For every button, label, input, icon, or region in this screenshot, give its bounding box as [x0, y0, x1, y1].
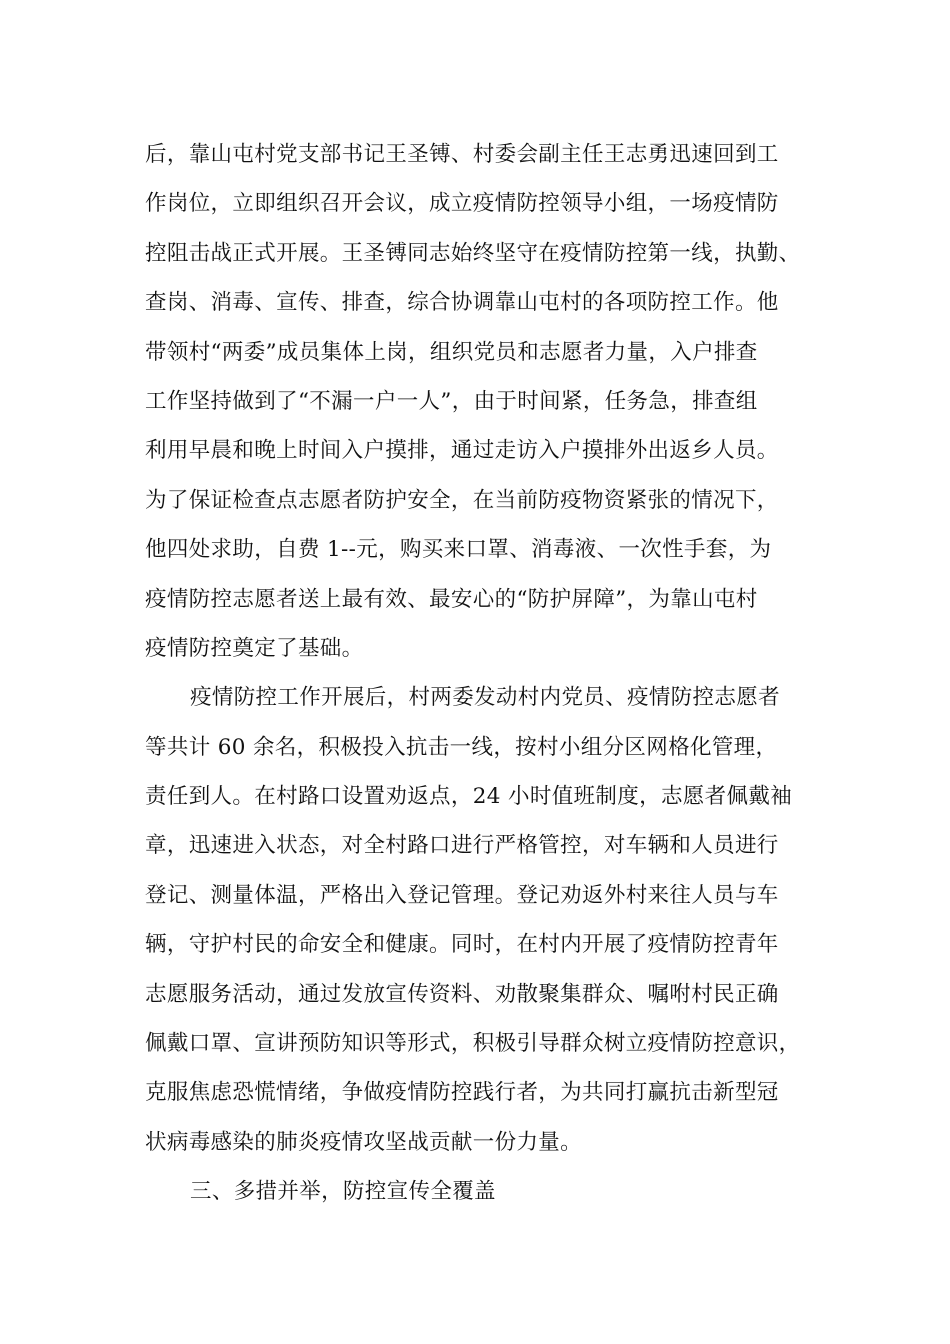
text-line: 带领村“两委”成员集体上岗，组织党员和志愿者力量，入户排查	[145, 339, 758, 365]
text-line: 为了保证检查点志愿者防护安全，在当前防疫物资紧张的情况下，	[145, 487, 779, 513]
text-line: 疫情防控奠定了基础。	[145, 635, 364, 661]
text-line: 责任到人。在村路口设置劝返点，24 小时值班制度，志愿者佩戴袖	[145, 784, 793, 810]
text-line: 状病毒感染的肺炎疫情攻坚战贡献一份力量。	[145, 1129, 583, 1155]
paragraph-1	[145, 130, 825, 673]
text-line: 等共计 60 余名，积极投入抗击一线，按村小组分区网格化管理，	[145, 734, 778, 760]
text-line: 辆，守护村民的命安全和健康。同时，在村内开展了疫情防控青年	[145, 932, 779, 958]
text-line: 工作坚持做到了“不漏一户一人”，由于时间紧，任务急，排查组	[145, 388, 758, 414]
text-line: 疫情防控志愿者送上最有效、最安心的“防护屏障”，为靠山屯村	[145, 586, 758, 612]
paragraph-2	[145, 673, 825, 1167]
text-line: 登记、测量体温，严格出入登记管理。登记劝返外村来往人员与车	[145, 882, 779, 908]
text-line: 志愿服务活动，通过发放宣传资料、劝散聚集群众、嘱咐村民正确	[145, 981, 779, 1007]
text-line: 作岗位，立即组织召开会议，成立疫情防控领导小组，一场疫情防	[145, 191, 779, 217]
text-line: 克服焦虑恐慌情绪，争做疫情防控践行者，为共同打赢抗击新型冠	[145, 1080, 779, 1106]
text-line: 控阻击战正式开展。王圣镈同志始终坚守在疫情防控第一线，执勤、	[145, 240, 801, 266]
text-line: 查岗、消毒、宣传、排查，综合协调靠山屯村的各项防控工作。他	[145, 290, 779, 316]
text-line: 后，靠山屯村党支部书记王圣镈、村委会副主任王志勇迅速回到工	[145, 142, 779, 167]
text-line: 佩戴口罩、宣讲预防知识等形式，积极引导群众树立疫情防控意识，	[145, 1031, 801, 1057]
text-line: 疫情防控工作开展后，村两委发动村内党员、疫情防控志愿者	[190, 685, 780, 711]
document-body	[145, 130, 825, 1217]
text-line: 利用早晨和晚上时间入户摸排，通过走访入户摸排外出返乡人员。	[145, 438, 779, 464]
text-line: 章，迅速进入状态，对全村路口进行严格管控，对车辆和人员进行	[145, 833, 779, 859]
section-heading: 三、多措并举，防控宣传全覆盖	[190, 1179, 496, 1205]
text-line: 他四处求助，自费 1--元，购买来口罩、消毒液、一次性手套，为	[145, 537, 772, 563]
